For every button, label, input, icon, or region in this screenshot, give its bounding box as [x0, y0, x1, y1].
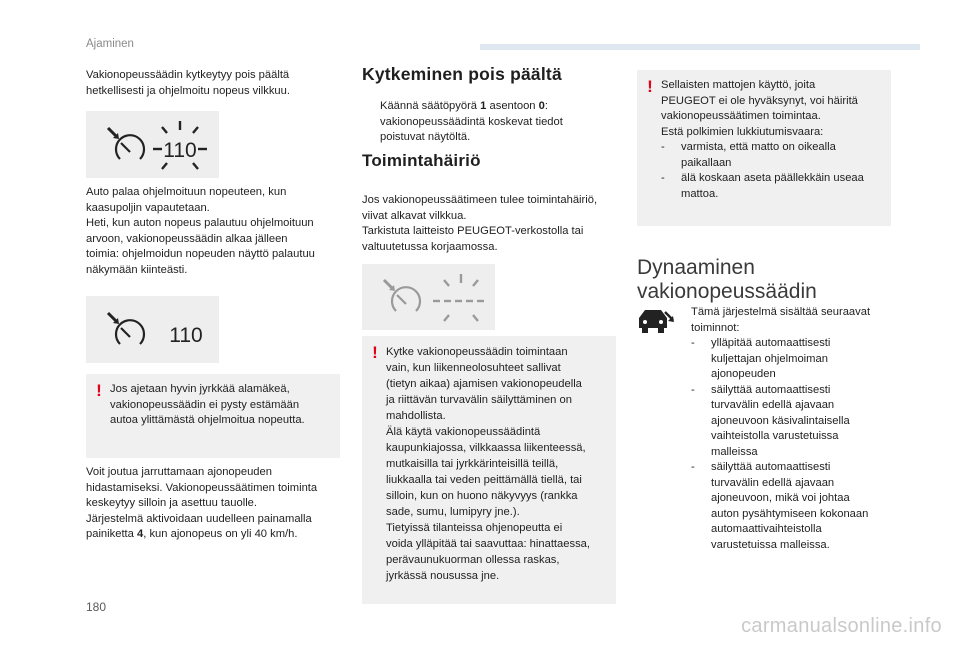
- warning-icon: !: [372, 343, 378, 362]
- speedometer-icon: [384, 280, 420, 311]
- downhill-warning-box: ! Jos ajetaan hyvin jyrkkää alamäkeä, vakionopeussäädin ei pysty estämään autoa ylittämästä ohjelmoitua nopeutta.: [86, 374, 340, 458]
- list-item: - säilyttää automaattisesti turvavälin edellä ajavaan ajoneuvoon, mikä voi johtaa auton pysähtymiseen kokonaan automaattivaihteistolla varustetuissa malleissa.: [691, 461, 869, 551]
- heading-malfunction: Toimintahäiriö: [362, 151, 481, 170]
- usage-warning-box: ! Kytke vakionopeussäädin toimintaan vain, kun liikenneolosuhteet sallivat (tietyn aikaa) ajamisen vakionopeudella ja riittävän turvavälin säilyttäminen on mahdollista. Älä käytä vakionopeussäädintä kaupunkiajossa, vilkkaassa liikenteessä, mutkaisilla tai jyrkkärinteisillä teillä, liukkaalla tai veden peittämällä tiellä, tai silloin, kun on huono näkyvyys (rankka sade, sumu, lumipyry jne.). Tietyissä tilanteissa ohjenopeutta ei voida ylläpitää tai saavuttaa: hinattaessa, perävaunukuorman ollessa raskas, jyrkässä nousussa jne.: [362, 336, 616, 604]
- page-number: 180: [86, 600, 107, 614]
- blinking-speed-illustration: [86, 111, 219, 178]
- blink-rays-icon: [433, 274, 484, 321]
- speedometer-icon: [108, 128, 144, 159]
- header-bar: [480, 44, 920, 50]
- adaptive-cruise-car-icon: [637, 308, 677, 338]
- floor-mat-warning-box: ! Sellaisten mattojen käyttö, joita PEUGEOT ei ole hyväksynyt, voi häiritä vakionopeussäätimen toimintaa. Estä polkimien lukkiutumisvaara: - varmista, että matto on oikealla paikallaan - älä koskaan aseta päällekkäin useaa mattoa.: [637, 70, 891, 226]
- malfunction-text: Jos vakionopeussäätimeen tulee toimintahäiriö, viivat alkavat vilkkua. Tarkistuta laitteisto PEUGEOT-verkostolla tai valtuutetussa korjaamossa.: [362, 194, 598, 253]
- dynamic-cruise-title: Dynaaminen vakionopeussäädin: [637, 256, 817, 303]
- list-item: - älä koskaan aseta päällekkäin useaa mattoa.: [661, 172, 864, 200]
- fault-display-illustration: [362, 264, 495, 330]
- warning-icon: !: [647, 77, 653, 96]
- section-title: Ajaminen: [86, 38, 134, 50]
- list-item: - ylläpitää automaattisesti kuljettajan ohjelmoiman ajonopeuden: [691, 337, 831, 380]
- col1-para2: Auto palaa ohjelmoituun nopeuteen, kun kaasupoljin vapautetaan. Heti, kun auton nopeus palautuu ohjelmoituun arvoon, vakionopeussäädin alkaa jälleen toimia: ohjelmoidun nopeuden näyttö palautuu näkymään kiinteästi.: [86, 186, 315, 276]
- col1-intro: Vakionopeussäädin kytkeytyy pois päältä hetkellisesti ja ohjelmoitu nopeus vilkkuu.: [86, 69, 290, 97]
- speedometer-icon: [108, 313, 144, 344]
- watermark: carmanualsonline.info: [741, 615, 942, 637]
- steady-speed-illustration: [86, 296, 219, 363]
- heading-turn-off: Kytkeminen pois päältä: [362, 64, 562, 84]
- turn-off-step: Käännä säätöpyörä 1 asentoon 0: vakionopeussäädintä koskevat tiedot poistuvat näytöltä.: [380, 100, 563, 143]
- list-item: - säilyttää automaattisesti turvavälin edellä ajavaan ajoneuvoon käsivalintaisella vaihteistolla varustetuissa malleissa: [691, 383, 850, 458]
- col1-para3: Voit joutua jarruttamaan ajonopeuden hidastamiseksi. Vakionopeussäätimen toiminta keskeytyy silloin ja asettuu tauolle. Järjestelmä aktivoidaan uudelleen painamalla painiketta 4, kun ajonopeus on yli 40 km/h.: [86, 466, 318, 540]
- dynamic-cruise-text: Tämä järjestelmä sisältää seuraavat toiminnot: - ylläpitää automaattisesti kuljettajan ohjelmoiman ajonopeuden - säilyttää automaattisesti turvavälin edellä ajavaan ajoneuvoon käsivalintaisella vaihteistolla varustetuissa malleissa - säilyttää automaattisesti turvavälin edellä ajavaan ajoneuvoon, mikä voi johtaa auton pysähtymiseen kokonaan automaattivaihteistolla varustetuissa malleissa.: [691, 305, 901, 553]
- display-speed: 110: [163, 139, 197, 162]
- list-item: - varmista, että matto on oikealla paikallaan: [661, 141, 836, 169]
- warning-icon: !: [96, 381, 102, 400]
- display-speed: 110: [169, 324, 203, 347]
